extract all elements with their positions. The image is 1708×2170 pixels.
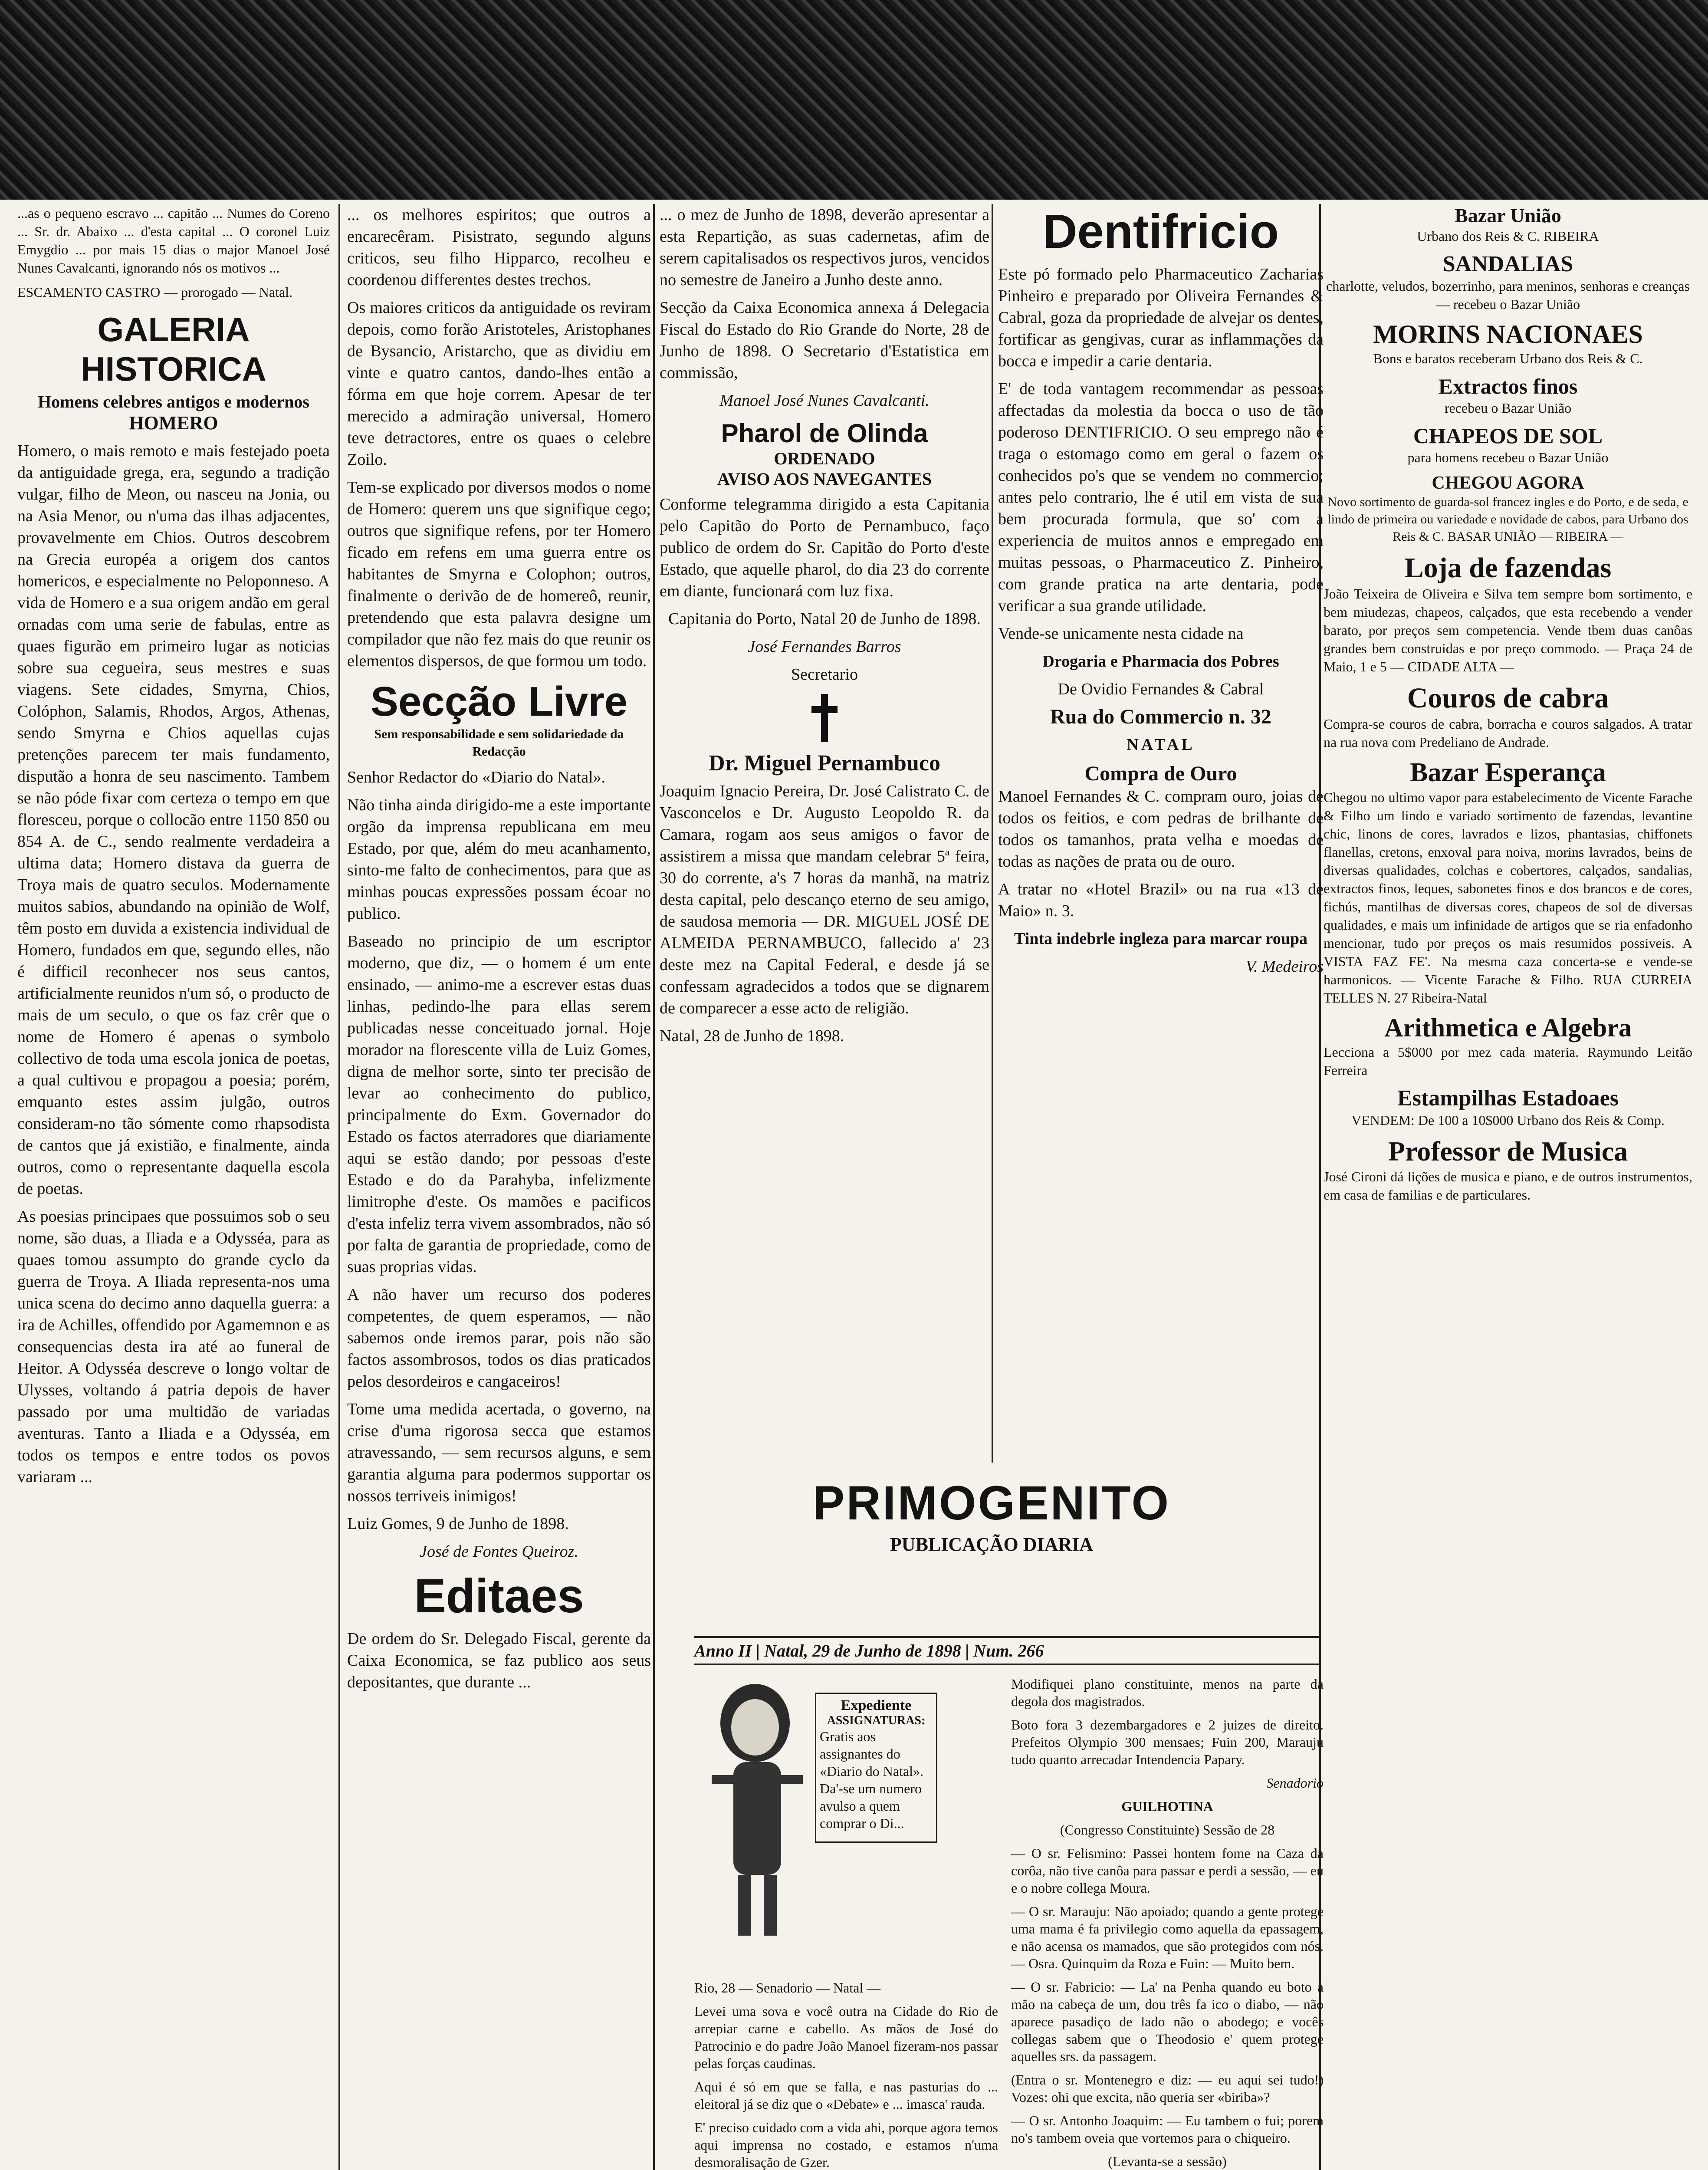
guilhotina-sub: (Congresso Constituinte) Sessão de 28	[1060, 1822, 1275, 1838]
section-subtitle: Sem responsabilidade e sem solidariedade da Redacção	[374, 727, 624, 759]
pharol-sub: AVISO AOS NAVEGANTES	[717, 469, 932, 489]
ouro-body: Manoel Fernandes & C. compram ouro, joias de todos os feitios, e com pedras de brilhante de todos os tamanhos, prata velha e moedas de todas as nações de prata ou de ouro.	[998, 787, 1324, 871]
ad-body: Novo sortimento de guarda-sol francez ingles e do Porto, e de seda, e lindo de primeira ou variedade e novidade de cabos, para Urbano dos Reis & C. BASAR UNIÃO — RIBEIRA —	[1327, 495, 1688, 544]
ad-title: Extractos finos	[1438, 374, 1578, 398]
letter-signature: José de Fontes Queiroz.	[420, 1542, 578, 1561]
article-paragraph: ... os melhores espiritos; que outros a encarecêram. Pisistrato, segundo alguns criticos, seu filho Hipparco, recolheu e coordenou differentes destes trechos.	[347, 206, 651, 289]
expediente-subtitle: ASSIGNATURAS:	[827, 1714, 926, 1727]
ad-block	[1324, 423, 1692, 467]
column-3	[660, 204, 989, 1484]
damaged-masthead	[0, 0, 1708, 200]
ouro-title: Compra de Ouro	[1084, 762, 1237, 785]
letter-paragraph: A não haver um recurso dos poderes competentes, de quem esperamos, — não sabemos onde iremos parar, pois não são factos assombrosos, todos os dias praticados pelos desordeiros e cangaceiros!	[347, 1286, 651, 1391]
guilhotina-title: GUILHOTINA	[1121, 1798, 1213, 1814]
signature: Manoel José Nunes Cavalcanti.	[719, 391, 930, 410]
signature-line: ESCAMENTO CASTRO — prorogado — Natal.	[17, 284, 293, 300]
obituary-body: Joaquim Ignacio Pereira, Dr. José Calistrato C. de Vasconcelos e Dr. Augusto Leopoldo R. da Camara, rogam aos seus amigos o favor de assistirem a missa que mandam celebrar 5ª feira, 30 do corrente, a's 7 horas da manhã, na matriz desta capital, pelo descanço eterno de seu amigo, de saudosa memoria — DR. MIGUEL JOSÉ DE ALMEIDA PERNAMBUCO, fallecido a' 23 deste mez na Capital Federal, e desde já se confessam agradecidos a todos que se dignarem de comparecer a esse acto de religião.	[660, 782, 989, 1017]
primogenito-column-a	[694, 1675, 998, 2170]
guilhotina-text: — O sr. Fabricio: — La' na Penha quando eu boto a mão na cabeça de um, dou três fa ico o diabo, — não aparece pasadiço de lado não o abodego; e vocês collegas sabem que o Theodosio e' quem protege aquelles srs. da passagem.	[1011, 1979, 1324, 2064]
ad-block	[1324, 552, 1692, 676]
telegram-text: Boto fora 3 dezembargadores e 2 juizes de direito. Prefeitos Olympio 300 mensaes; Fuin 200, Marauju tudo quanto arrecadar Intendencia Papary.	[1011, 1717, 1324, 1767]
ad-block	[1324, 251, 1692, 313]
ad-block	[1324, 204, 1692, 245]
primogenito-column-b	[1011, 1675, 1324, 2170]
pharol-body: Conforme telegramma dirigido a esta Capitania pelo Capitão do Porto de Pernambuco, faço publico de ordem do Sr. Capitão do Porto d'este Estado, que aquelle pharol, do dia 23 do corrente em diante, funcionará com luz fixa.	[660, 495, 989, 600]
article-paragraph: As poesias principaes que possuimos sob o seu nome, são duas, a Iliada e a Odysséa, para as quaes tomou assumpto do grande cyclo da guerra de Troya. A Iliada representa-nos uma unica scena do decimo anno daquella guerra: a ira de Achilles, offendido por Agamemnon e as consequencias desta ira até ao funeral de Heitor. A Odysséa descreve o longo voltar de Ulysses, voltando á patria depois de haver passado por uma multidão de variadas aventuras. Tanto a Iliada e a Odysséa, em todos os tempos e entre todos os povos variaram ...	[17, 1207, 330, 1486]
telegram-text: Aqui é só em que se falla, e nas pasturias do ... eleitoral já se diz que o «Debate» e ... imasca' rauda.	[694, 2079, 998, 2112]
article-paragraph: Vende-se unicamente nesta cidade na	[998, 625, 1244, 643]
ad-body: João Teixeira de Oliveira e Silva tem sempre bom sortimento, e bem miudezas, chapeos, calçados, que esta recebendo a vender barato, por preços sem competencia. Vende tbem duas canôas grandes bem construidas e por preço commodo. — Praça 24 de Maio, 1 e 5 — CIDADE ALTA —	[1324, 586, 1692, 674]
pharol-sub: ORDENADO	[774, 449, 875, 468]
article-paragraph: ... o mez de Junho de 1898, deverão apresentar a esta Repartição, as suas cadernetas, afim de serem capitalisados os respectivos juros, vencidos no semestre de Janeiro a Junho deste anno.	[660, 206, 989, 289]
tinta-ad: Tinta indebrle ingleza para marcar roupa	[1014, 930, 1307, 948]
ad-body: charlotte, veludos, bozerrinho, para meninos, senhoras e creanças — recebeu o Bazar União	[1326, 278, 1690, 312]
ad-body: Chegou no ultimo vapor para estabelecimento de Vicente Farache & Filho um lindo e variado sortimento de fazendas, levantine chic, linons de cores, lavrados e lizos, phantasias, chiffonets flanellas, cretons, enxoval para noiva, morins lavrados, beins de diversas qualidades, colchas e cobertores, calçados, sandalias, extractos finos, leques, sabonetes finos e dos brancos e de cores, fichús, mantilhas de diversas cores, chapeos de sol de diversas qualidades, e mais um infinidade de artigos que se ria enfadonho mencionar, tudo por preços os mais resumidos possiveis. A VISTA FAZ FE'. Na mesma caza concerta-se e vende-se harmonicos. — Vicente Farache & Filho. RUA CURREIA TELLES N. 27 Ribeira-Natal	[1324, 789, 1692, 1006]
ad-title: MORINS NACIONAES	[1373, 320, 1643, 349]
ad-body: José Cironi dá lições de musica e piano, e de outros instrumentos, em casa de familias e de particulares.	[1324, 1169, 1692, 1203]
telegram-text: Modifiquei plano constituinte, menos na parte da degola dos magistrados.	[1011, 1676, 1324, 1709]
primogenito-title: PRIMOGENITO	[812, 1476, 1171, 1530]
column-rule	[338, 204, 340, 2170]
expediente-body: Gratis aos assignantes do «Diario do Natal». Da'-se um numero avulso a quem comprar o Di...	[820, 1729, 924, 1831]
ad-body: VENDEM: De 100 a 10$000 Urbano dos Reis & Comp.	[1351, 1112, 1665, 1128]
telegram-text: Rio, 28 — Senadorio — Natal —	[694, 1980, 881, 1996]
letter-paragraph: Não tinha ainda dirigido-me a este importante orgão da imprensa republicana em meu Estado, por que, além do meu acanhamento, sinto-me falto de conhecimentos, para que as minhas poucas expressões possam écoar no publico.	[347, 796, 651, 923]
pharol-title: Pharol de Olinda	[721, 419, 928, 448]
dentifricio-title: Dentifricio	[1043, 205, 1279, 258]
ouro-address: A tratar no «Hotel Brazil» ou na rua «13 de Maio» n. 3.	[998, 880, 1324, 920]
obituary-date: Natal, 28 de Junho de 1898.	[660, 1027, 844, 1045]
letter-paragraph: Baseado no principio de um escriptor moderno, que diz, — o homem é um ente ensinado, — animo-me a escrever estas duas linhas, pedindo-lhe para ellas serem publicadas nesse conceituado jornal. Hoje morador na florescente villa de Luiz Gomes, digna de melhor sorte, sinto ter precisão de levar ao conhecimento do publico, principalmente do Exm. Governador do Estado os factos aterradores que diariamente aqui se estão dando; por pessoas d'este Estado e do da Parahyba, infelizmente limitrophe d'este. Os mamões e pacificos d'esta infeliz terra vivem assombrados, não só por falta de garantia de propriedade, como de suas proprias vidas.	[347, 932, 651, 1276]
pharol-signature: José Fernandes Barros	[748, 638, 901, 656]
letter-paragraph: Tome uma medida acertada, o governo, na crise d'uma rigorosa secca que estamos atravessando, — sem recursos alguns, e sem garantia alguma para podermos supportar os nossos terriveis inimigos!	[347, 1400, 651, 1505]
guilhotina-text: — O sr. Felismino: Passei hontem fome na Caza da corôa, não tive canôa para passar e perdi a sessão, — eu e o nobre collega Moura.	[1011, 1845, 1324, 1896]
column-rule	[653, 204, 655, 2170]
telegram-signature: Senadorio	[1266, 1775, 1324, 1791]
ad-body: Urbano dos Reis & C. RIBEIRA	[1417, 228, 1599, 244]
ad-block	[1324, 757, 1692, 1007]
primogenito-subtitle: PUBLICAÇÃO DIARIA	[890, 1534, 1094, 1555]
column-4	[998, 204, 1324, 1484]
ad-title: Professor de Musica	[1388, 1136, 1628, 1167]
article-paragraph: Tem-se explicado por diversos modos o nome de Homero: querem uns que signifique cego; outros que signifique refens, por ter Homero ficado em refens em uma guerra entre os habitantes de Smyrna e Colophon; outros, finalmente o derivão de de homereô, reunir, pretendendo que esta palavra designe um compilador que não fez mais do que reunir os elementos dispersos, de que formou um todo.	[347, 478, 651, 670]
ad-body: para homens recebeu o Bazar União	[1407, 450, 1609, 465]
column-1	[17, 204, 330, 2170]
guilhotina-end: (Levanta-se a sessão)	[1108, 2154, 1227, 2169]
ad-block	[1324, 374, 1692, 417]
ad-title: Bazar União	[1455, 204, 1561, 227]
column-2	[347, 204, 651, 2170]
article-paragraph: Secção da Caixa Economica annexa á Delegacia Fiscal do Estado do Rio Grande do Norte, 28 de Junho de 1898. O Secretario d'Estatistica em commissão,	[660, 299, 989, 382]
ad-block	[1324, 1135, 1692, 1204]
ad-body: Compra-se couros de cabra, borracha e couros salgados. A tratar na rua nova com Predeliano de Andrade.	[1324, 716, 1692, 750]
ad-title: Arithmetica e Algebra	[1384, 1013, 1632, 1042]
pharol-place: Capitania do Porto, Natal 20 de Junho de 1898.	[668, 610, 981, 628]
shop-owner: De Ovidio Fernandes & Cabral	[1058, 680, 1264, 698]
ad-title: CHAPEOS DE SOL	[1413, 424, 1603, 448]
letter-paragraph: Luiz Gomes, 9 de Junho de 1898.	[347, 1515, 569, 1533]
ad-block	[1324, 473, 1692, 546]
ad-block	[1324, 1085, 1692, 1129]
pharol-role: Secretario	[791, 665, 858, 684]
ad-title: Estampilhas Estadoaes	[1397, 1086, 1619, 1111]
article-paragraph: E' de toda vantagem recommendar as pessoas affectadas da molestia da bocca o uso de tão poderoso DENTIFRICIO. O seu emprego não é traga o estomago como em geral o fazem os conhecidos po's que se vendem no commercio; antes pelo contrario, lhe é util em vista de sua bem procurada formula, que so' com a experiencia de muitos annos e empregado em muitas pessoas, o Pharmaceutico Z. Pinheiro, com grande pratica na arte dentaria, pode verificar a sua grande utilidade.	[998, 380, 1324, 615]
ad-title: SANDALIAS	[1442, 252, 1573, 276]
telegram-text: E' preciso cuidado com a vida ahi, porque agora temos aqui imprensa no costado, e estamos n'uma desmoralisação de Gzer.	[694, 2120, 998, 2170]
letter-paragraph: Senhor Redactor do «Diario do Natal».	[347, 768, 606, 786]
cross-icon	[811, 694, 838, 742]
guilhotina-text: — O sr. Marauju: Não apoiado; quando a gente protege uma mama é fa privilegio como aquella da epassagem, e não acensa os mamados, que são protegidos com nós. — Osra. Quinquim da Roza e Fuin: — Muito bem.	[1011, 1904, 1324, 1971]
expediente-box	[815, 1693, 937, 1843]
primogenito-header	[660, 1476, 1324, 1573]
section-subtitle: Homens celebres antigos e modernos	[38, 392, 309, 411]
ad-title: CHEGOU AGORA	[1432, 473, 1584, 493]
ad-title: Couros de cabra	[1407, 682, 1609, 714]
tinta-signature: V. Medeiros	[1245, 957, 1324, 976]
editaes-title: Editaes	[414, 1569, 584, 1623]
section-title: Secção Livre	[370, 678, 628, 725]
ad-block	[1324, 682, 1692, 751]
primogenito-dateline: Anno II | Natal, 29 de Junho de 1898 | Num. 266	[694, 1636, 1319, 1665]
ad-block	[1324, 319, 1692, 368]
ad-title: Loja de fazendas	[1404, 552, 1612, 584]
obituary-title: Dr. Miguel Pernambuco	[709, 751, 940, 776]
article-paragraph: Os maiores criticos da antiguidade os reviram depois, como forão Aristoteles, Aristophanes de Bysancio, Aristarcho, que as dividiu em vinte e quatro cantos, dando-lhes então a fórma em que hoje correm. Apesar de ter merecido a admiração universal, Homero teve detractores, entre os quaes o celebre Zoilo.	[347, 299, 651, 469]
city-label: NATAL	[1127, 736, 1195, 754]
caricature-illustration	[694, 1675, 937, 1970]
article-paragraph: Este pó formado pelo Pharmaceutico Zacharias Pinheiro e preparado por Oliveira Fernandes & Cabral, goza da propriedade de alvejar os dentes, fortificar as gengivas, curar as inflammações da bocca e impedir a carie dentaria.	[998, 265, 1324, 370]
telegram-text: Levei uma sova e você outra na Cidade do Rio de arrepiar carne e cabello. As mãos de José do Patrocinio e do padre João Manoel fizeram-nos passar pelas forças caudinas.	[694, 2003, 998, 2071]
ad-title: Bazar Esperança	[1410, 758, 1606, 787]
ad-body: Bons e baratos receberam Urbano dos Reis & C.	[1373, 351, 1643, 366]
column-1-intro: ...as o pequeno escravo ... capitão ... Numes do Coreno ... Sr. dr. Abaixo ... d'esta capital ... O coronel Luiz Emygdio ... por mais 15 dias o major Manoel José Nunes Cavalcanti, ignorando nós os motivos ...	[17, 205, 330, 276]
column-rule	[992, 204, 993, 1463]
caricature-figure-icon	[694, 1675, 816, 1953]
guilhotina-text: (Entra o sr. Montenegro e diz: — eu aqui sei tudo!) Vozes: ohi que excita, não queria ser «biriba»?	[1011, 2072, 1324, 2105]
column-5	[1324, 204, 1692, 2170]
shop-address: Rua do Commercio n. 32	[1050, 705, 1271, 728]
section-name: HOMERO	[129, 412, 218, 434]
section-title: GALERIA HISTORICA	[81, 310, 266, 388]
expediente-title: Expediente	[841, 1697, 912, 1713]
ad-body: Lecciona a 5$000 por mez cada materia. Raymundo Leitão Ferreira	[1324, 1044, 1692, 1078]
editaes-paragraph: De ordem do Sr. Delegado Fiscal, gerente da Caixa Economica, se faz publico aos seus depositantes, que durante ...	[347, 1630, 651, 1691]
article-paragraph: Homero, o mais remoto e mais festejado poeta da antiguidade grega, era, segundo a tradição vulgar, filho de Meon, ou nasceu na Jonia, ou na Asia Menor, ou n'uma das ilhas adjacentes, provavelmente em Chios. Outros descobrem na Grecia européa a origem dos cantos homericos, e especialmente no Peloponneso. A vida de Homero e a sua origem andão em geral ornadas com uma serie de fabulas, entre as quaes figurão em primeiro lugar as noticias sobre sua cegueira, seus mestres e suas viagens. Sete cidades, Smyrna, Chios, Colóphon, Salamis, Rhodos, Argos, Athenas, sendo Smyrna e Chios aquellas cujas pretenções parecem ter mais fundamento, disputão a honra de seu nascimento. Tambem se não póde fixar com certeza o tempo em que floresceu, porque o collocão entre 1150 850 ou 854 A. de C., sendo realmente verdadeira a ultima data; Homero distava da guerra de Troya mais de quatro seculos. Modernamente muitos sabios, abundando na opinião de Wolf, têm posto em duvida a existencia individual de Homero, fundados em que, segundo elles, não é difficil reconhecer nos seus cantos, artificialmente reunidos n'um só, o producto de mais de um seculo, o que os faz crêr que o nome de Homero é apenas o symbolo collectivo de toda uma escola jonica de poetas, a qual cultivou e propagou a poesia; porém, emquanto estes assim julgão, outros consideram-no tão sómente como rhapsodista de cantos que já existião, e finalmente, ainda outros, como o representante daquella escola de poetas.	[17, 442, 330, 1198]
ad-block	[1324, 1013, 1692, 1079]
guilhotina-text: — O sr. Antonho Joaquim: — Eu tambem o fui; porem no's tambem oveia que vortemos para o chiqueiro.	[1011, 2113, 1324, 2146]
ad-body: recebeu o Bazar União	[1444, 400, 1572, 416]
shop-name: Drogaria e Pharmacia dos Pobres	[1042, 652, 1279, 671]
